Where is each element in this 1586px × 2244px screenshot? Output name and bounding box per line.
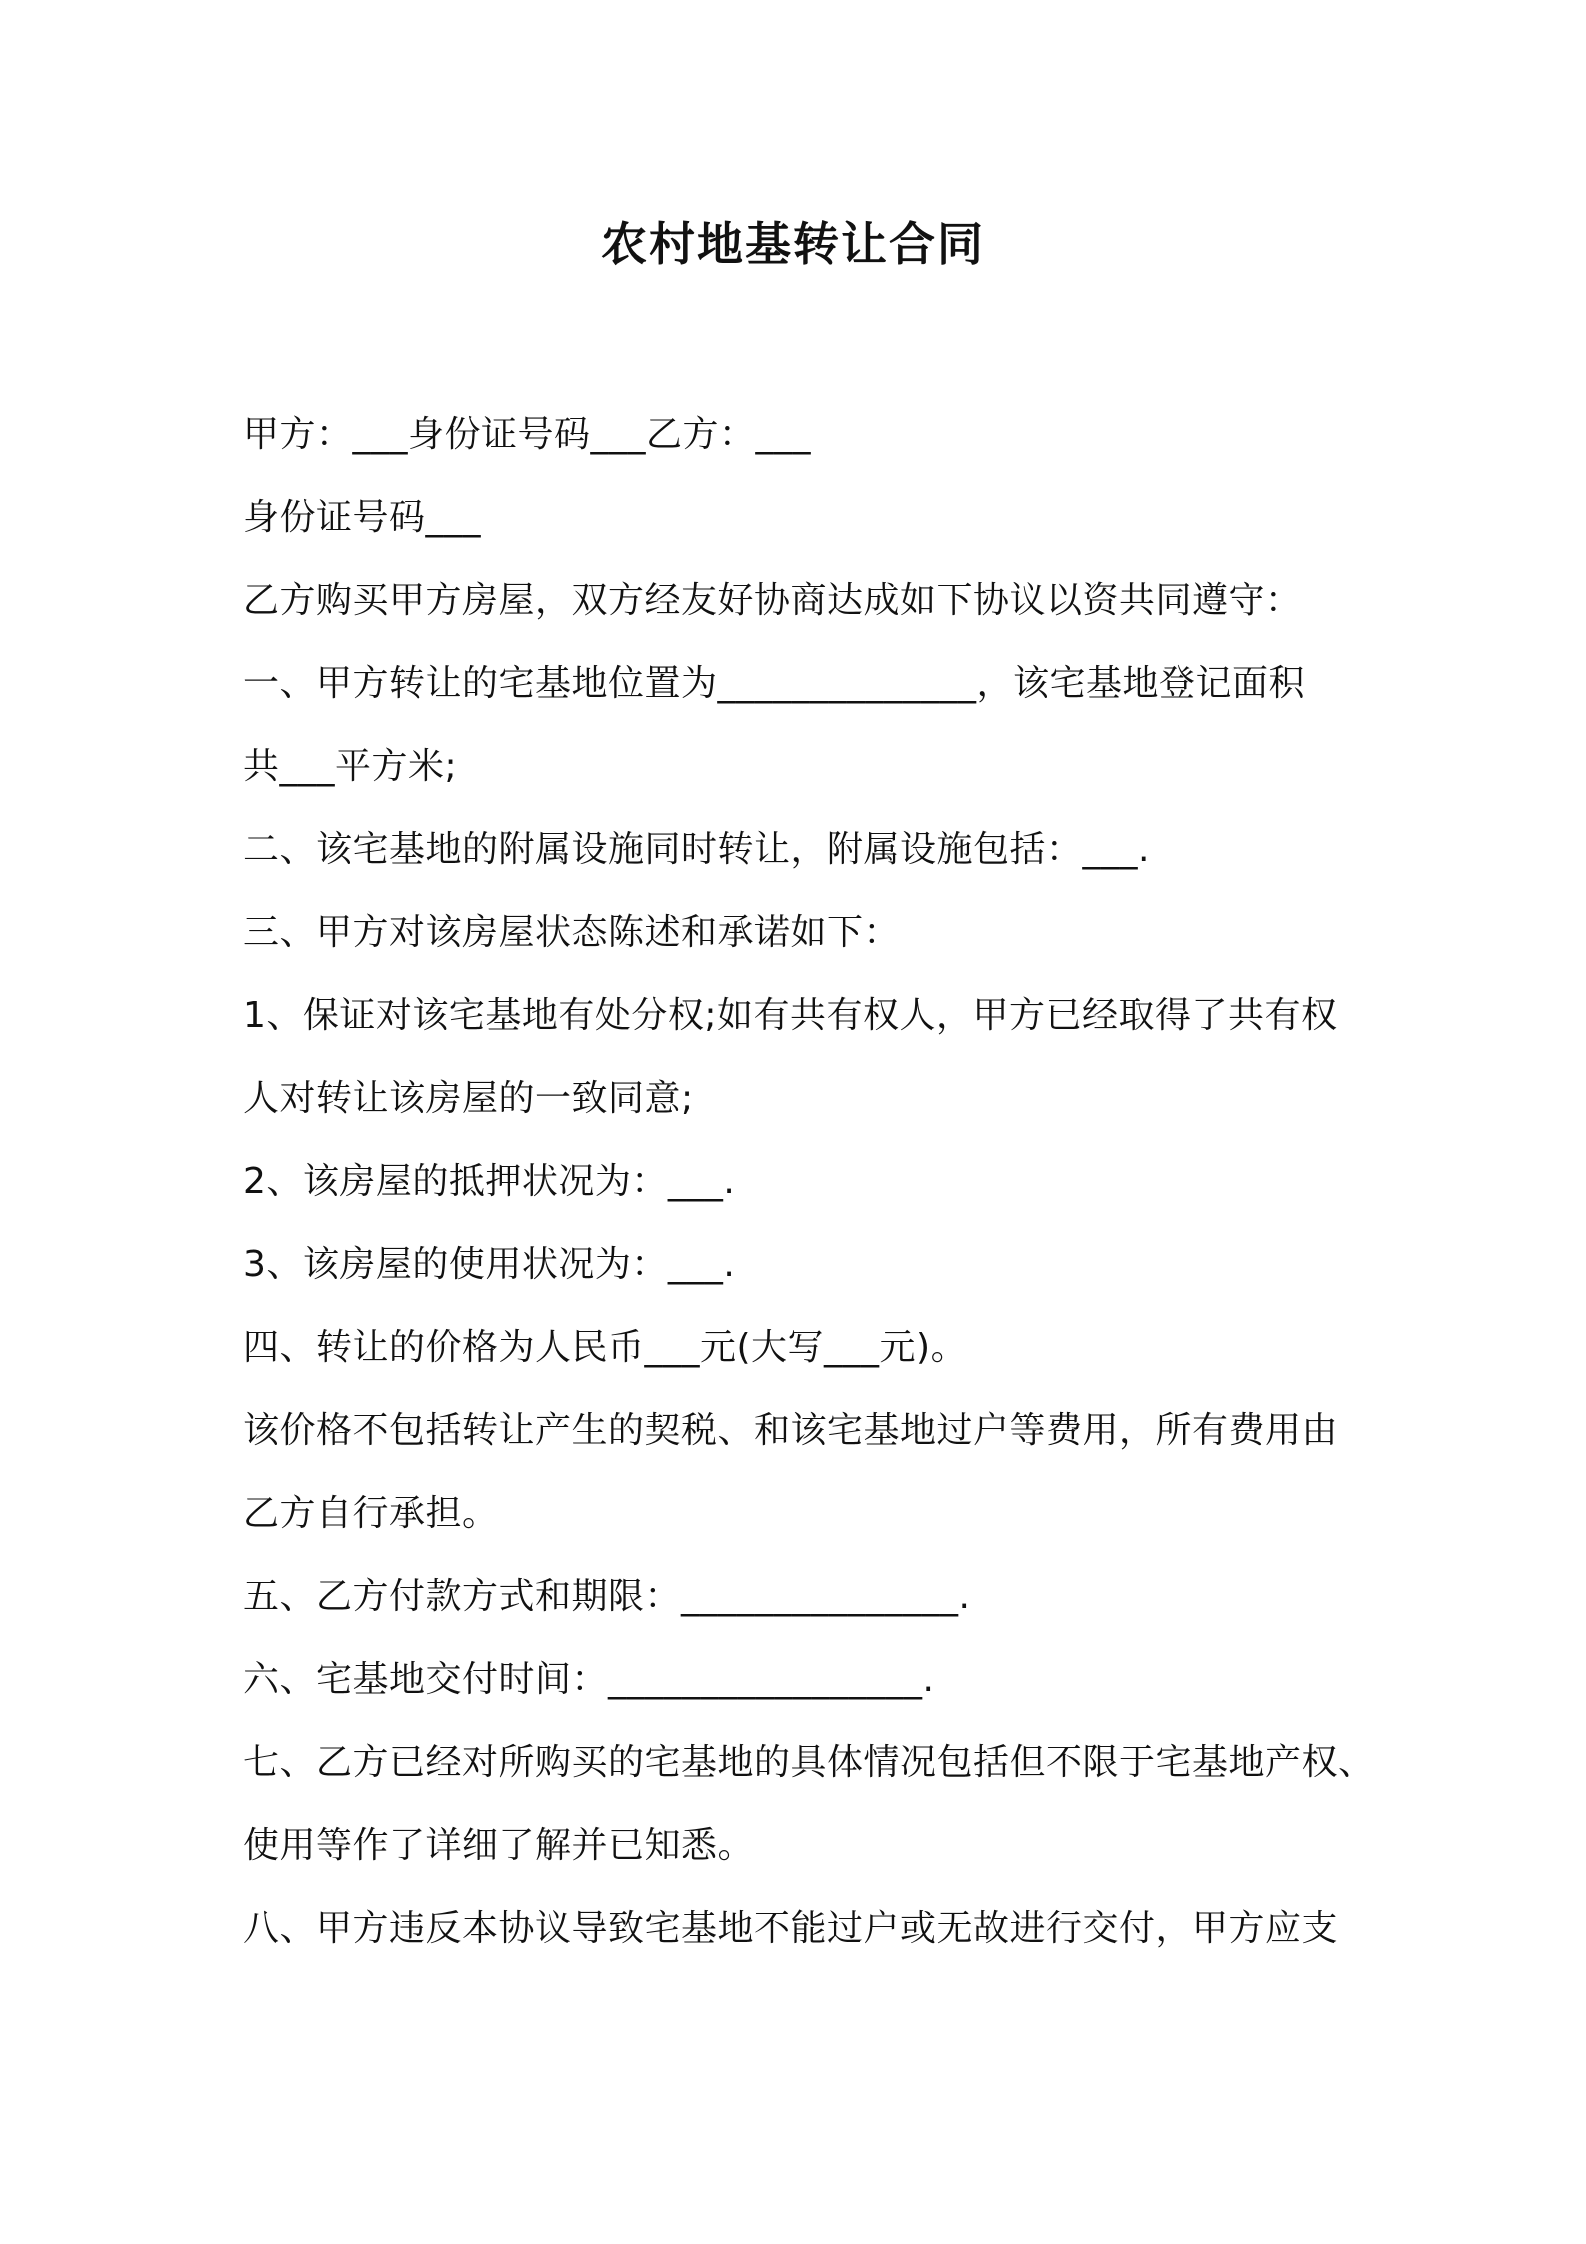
clause-2: 二、该宅基地的附属设施同时转让，附属设施包括：___. bbox=[243, 829, 1150, 870]
clause-3-item-1-line-2: 人对转让该房屋的一致同意; bbox=[243, 1078, 694, 1119]
clause-6: 六、宅基地交付时间：_________________. bbox=[243, 1659, 935, 1700]
clause-1-line-2: 共___平方米; bbox=[243, 746, 458, 787]
clause-3-item-1-line-1: 1、保证对该宅基地有处分权;如有共有权人，甲方已经取得了共有权 bbox=[243, 995, 1338, 1036]
clause-5: 五、乙方付款方式和期限：_______________. bbox=[243, 1576, 971, 1617]
clause-4-note-line-2: 乙方自行承担。 bbox=[243, 1493, 499, 1534]
clause-8-line-1: 八、甲方违反本协议导致宅基地不能过户或无故进行交付，甲方应支 bbox=[243, 1908, 1339, 1949]
agreement-intro: 乙方购买甲方房屋，双方经友好协商达成如下协议以资共同遵守： bbox=[243, 580, 1302, 621]
document-body bbox=[243, 405, 1393, 1982]
clause-1-line-1: 一、甲方转让的宅基地位置为______________，该宅基地登记面积 bbox=[243, 663, 1306, 704]
clause-3-item-2: 2、该房屋的抵押状况为：___. bbox=[243, 1161, 736, 1202]
clause-7-line-1: 七、乙方已经对所购买的宅基地的具体情况包括但不限于宅基地产权、 bbox=[243, 1742, 1375, 1783]
clause-7-line-2: 使用等作了详细了解并已知悉。 bbox=[243, 1825, 755, 1866]
clause-3-item-3: 3、该房屋的使用状况为：___. bbox=[243, 1244, 736, 1285]
id-number-line: 身份证号码___ bbox=[243, 497, 482, 538]
party-a-line: 甲方：___身份证号码___乙方：___ bbox=[243, 414, 812, 455]
clause-4: 四、转让的价格为人民币___元(大写___元)。 bbox=[243, 1327, 968, 1368]
document-title: 农村地基转让合同 bbox=[601, 217, 985, 271]
clause-4-note-line-1: 该价格不包括转让产生的契税、和该宅基地过户等费用，所有费用由 bbox=[243, 1410, 1339, 1451]
clause-3: 三、甲方对该房屋状态陈述和承诺如下： bbox=[243, 912, 901, 953]
